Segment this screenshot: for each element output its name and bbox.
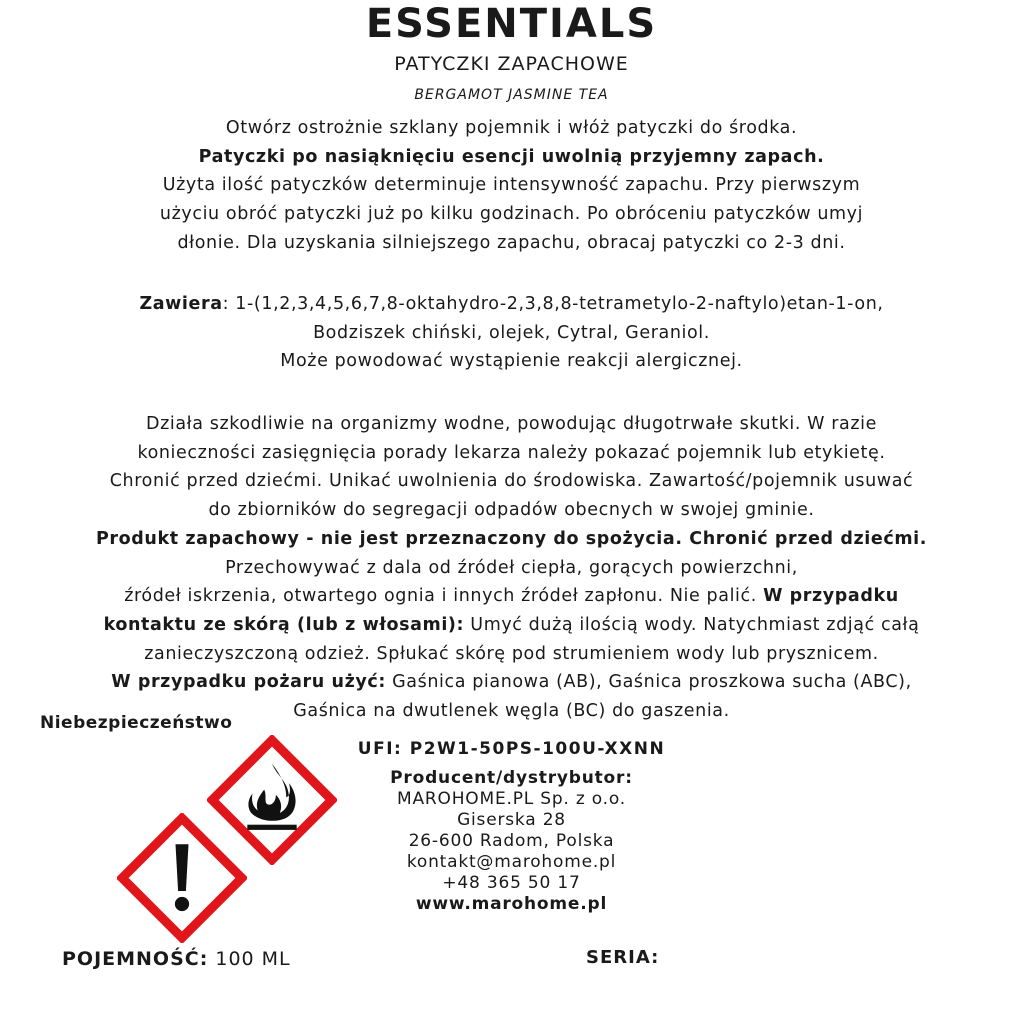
capacity-value: 100 ML: [208, 948, 291, 970]
warning-text-bold: W przypadku: [763, 586, 899, 607]
producer-heading: Producent/dystrybutor:: [390, 768, 633, 788]
ingredients-label: Zawiera: [139, 294, 223, 314]
producer-info: [0, 768, 1023, 915]
batch-label: SERIA:: [586, 947, 660, 968]
hazard-signal-word: Niebezpieczeństwo: [40, 713, 233, 733]
ingredients-section: [0, 290, 1023, 376]
producer-company: MAROHOME.PL Sp. z o.o.: [397, 789, 626, 809]
warning-text: Umyć dużą ilością wody. Natychmiast zdjąć całą: [464, 614, 920, 635]
producer-street: Giserska 28: [457, 810, 566, 830]
warning-line: Gaśnica na dwutlenek węgla (BC) do gaszenia.: [293, 701, 730, 722]
warning-text: Gaśnica pianowa (AB), Gaśnica proszkowa sucha (ABC),: [385, 672, 912, 693]
ingredients-line: [0, 290, 1023, 319]
warning-text-bold: kontaktu ze skórą (lub z włosami):: [103, 614, 465, 635]
scent-name: BERGAMOT JASMINE TEA: [414, 87, 609, 103]
instruction-line: dłonie. Dla uzyskania silniejszego zapachu, obracaj patyczki co 2-3 dni.: [177, 232, 846, 253]
ufi-code: UFI: P2W1-50PS-100U-XXNN: [357, 739, 666, 759]
warning-line: [0, 582, 1023, 611]
warning-line: Przechowywać z dala od źródeł ciepła, gorących powierzchni,: [225, 557, 798, 578]
warning-line: Chronić przed dziećmi. Unikać uwolnienia do środowiska. Zawartość/pojemnik usuwać: [109, 471, 914, 492]
product-type: PATYCZKI ZAPACHOWE: [394, 53, 629, 75]
ingredients-text: : 1-(1,2,3,4,5,6,7,8-oktahydro-2,3,8,8-tetrametylo-2-naftylo)etan-1-on,: [222, 294, 884, 314]
safety-warnings: [0, 410, 1023, 726]
warning-line: [0, 668, 1023, 697]
warning-line: [0, 611, 1023, 640]
instruction-line: Użyta ilość patyczków determinuje intensywność zapachu. Przy pierwszym: [162, 175, 861, 196]
warning-text-bold: W przypadku pożaru użyć:: [111, 672, 386, 693]
producer-city: 26-600 Radom, Polska: [408, 831, 615, 851]
instruction-line: użyciu obróć patyczki już po kilku godzinach. Po obróceniu patyczków umyj: [159, 204, 864, 225]
capacity-label: POJEMNOŚĆ:: [62, 948, 209, 970]
capacity: [62, 946, 291, 972]
ingredients-line: Bodziszek chiński, olejek, Cytral, Geraniol.: [313, 322, 710, 343]
producer-email: kontakt@marohome.pl: [406, 852, 617, 872]
warning-line: Działa szkodliwie na organizmy wodne, powodując długotrwałe skutki. W razie: [146, 414, 877, 434]
allergy-warning: Może powodować wystąpienie reakcji alergicznej.: [280, 351, 743, 372]
producer-phone: +48 365 50 17: [442, 873, 581, 893]
warning-line: konieczności zasięgnięcia porady lekarza należy pokazać pojemnik lub etykietę.: [137, 442, 886, 463]
warning-text: źródeł iskrzenia, otwartego ognia i innych źródeł zapłonu. Nie palić.: [124, 586, 764, 607]
warning-line-bold: Produkt zapachowy - nie jest przeznaczony do spożycia. Chronić przed dziećmi.: [96, 528, 927, 549]
usage-instructions: [0, 114, 1023, 258]
warning-line: do zbiorników do segregacji odpadów obecnych w swojej gminie.: [208, 500, 815, 521]
producer-website: www.marohome.pl: [415, 894, 608, 914]
warning-line: zanieczyszczoną odzież. Spłukać skórę pod strumieniem wody lub prysznicem.: [144, 643, 879, 664]
instruction-line: Otwórz ostrożnie szklany pojemnik i włóż patyczki do środka.: [225, 118, 798, 138]
instruction-line-bold: Patyczki po nasiąknięciu esencji uwolnią przyjemny zapach.: [198, 146, 825, 167]
brand-title: ESSENTIALS: [365, 1, 658, 47]
